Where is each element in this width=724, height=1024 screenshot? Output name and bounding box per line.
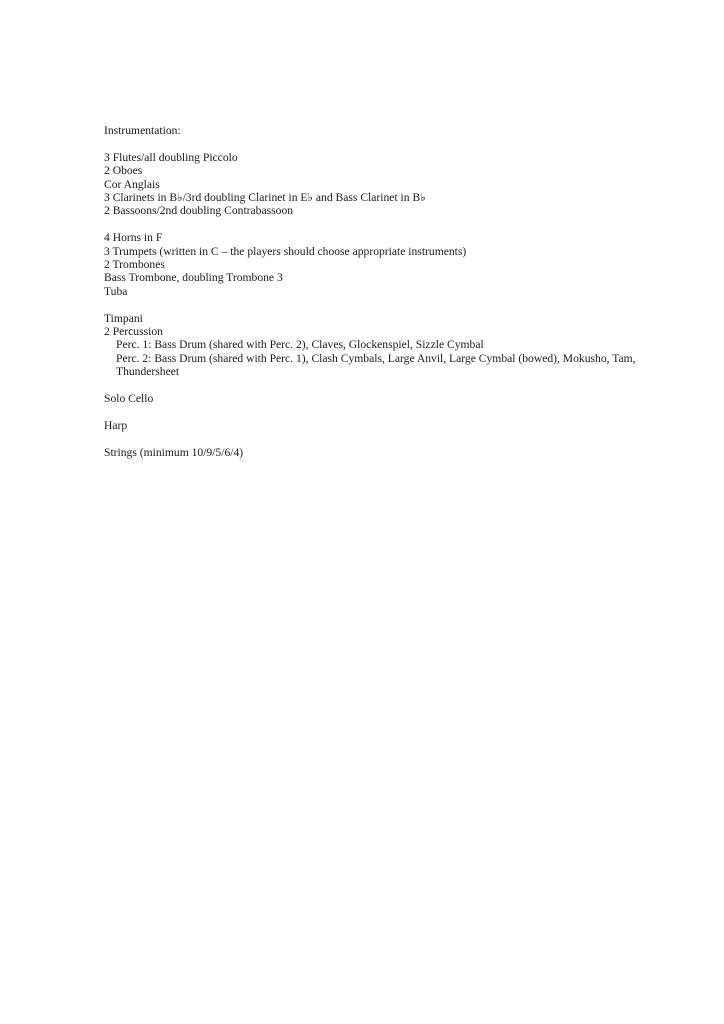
percussion-count-line: 2 Percussion [104,325,163,339]
brass-line: 4 Horns in F [104,231,163,245]
strings-line: Strings (minimum 10/9/5/6/4) [104,445,244,459]
woodwind-line: 3 Flutes/all doubling Piccolo [104,150,238,164]
brass-line: 3 Trumpets (written in C – the players should choose appropriate instruments) [104,244,467,258]
woodwind-line: 2 Bassoons/2nd doubling Contrabassoon [104,204,294,218]
spacer [104,432,664,445]
timpani-line: Timpani [104,311,143,325]
spacer [104,218,664,231]
harp-line: Harp [104,418,128,432]
spacer [104,405,664,418]
brass-line: Bass Trombone, doubling Trombone 3 [104,271,283,285]
spacer [104,379,664,392]
percussion-2-line: Perc. 2: Bass Drum (shared with Perc. 1), Clash Cymbals, Large Anvil, Large Cymbal (bowed), Mokusho, Tam, Thundersheet [116,351,636,379]
instrumentation-list [104,124,664,459]
brass-line: 2 Trombones [104,258,165,272]
instrumentation-heading: Instrumentation: [104,124,181,137]
brass-line: Tuba [104,284,128,298]
spacer [104,298,664,311]
solo-line: Solo Cello [104,392,154,406]
percussion-1-line: Perc. 1: Bass Drum (shared with Perc. 2), Claves, Glockenspiel, Sizzle Cymbal [116,338,484,352]
spacer [104,137,664,150]
woodwind-line: Cor Anglais [104,177,160,191]
woodwind-line: 3 Clarinets in B♭/3rd doubling Clarinet in E♭ and Bass Clarinet in B♭ [104,191,426,205]
woodwind-line: 2 Oboes [104,164,143,178]
